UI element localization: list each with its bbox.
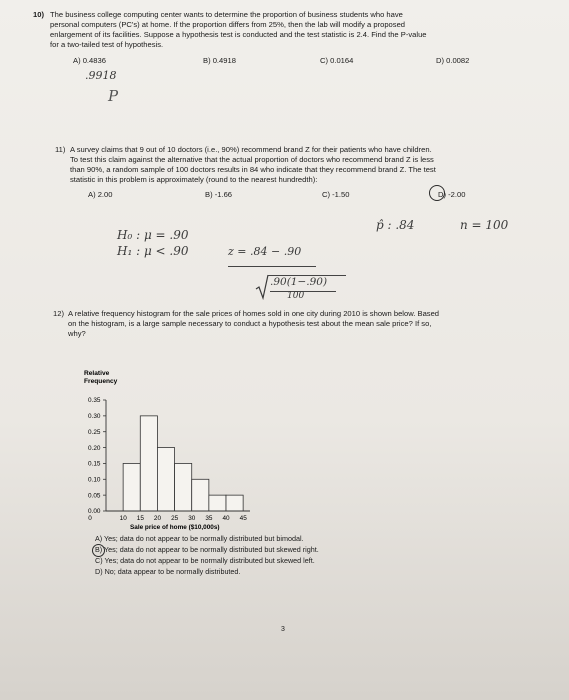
x-tick-label: 35 — [205, 515, 213, 522]
question-10-option-d: D) 0.0082 — [436, 56, 470, 65]
question-12-number: 12) — [53, 309, 64, 318]
histogram-bar — [157, 448, 174, 511]
question-10-text-line-1: The business college computing center wants to determine the proportion of business students who have — [50, 10, 403, 19]
y-tick-label: 0.10 — [88, 476, 101, 484]
question-12-answer-c: C) Yes; data do not appear to be normally distributed but skewed left. — [95, 556, 315, 565]
question-11-option-b: B) -1.66 — [205, 190, 233, 199]
x-tick-label: 25 — [171, 515, 179, 522]
question-11-option-c: C) -1.50 — [322, 190, 350, 199]
x-tick-label: 45 — [239, 515, 247, 522]
x-tick-label: 20 — [153, 515, 162, 522]
y-tick-label: 0.05 — [88, 492, 101, 500]
question-11-text-line-3: than 90%, a random sample of 100 doctors results in 84 who indicate that they recommend brand Z. The test — [70, 165, 436, 174]
page-number: 3 — [281, 626, 285, 633]
question-10-text-line-4: for a two-tailed test of hypothesis. — [50, 40, 164, 49]
x-axis-label: Sale price of home ($10,000s) — [130, 524, 220, 531]
question-10-option-b: B) 0.4918 — [203, 56, 236, 65]
question-10-text-line-2: personal computers (PC's) at home. If the proportion differs from 25%, then the lab will modify a proposed — [50, 20, 406, 29]
y-axis-label-line-2: Frequency — [84, 378, 118, 385]
x-axis-ticks — [88, 515, 247, 522]
x-tick-label: 10 — [119, 515, 127, 522]
histogram-bar — [209, 495, 226, 511]
question-12-text-line-2: on the histogram, is a large sample necessary to conduct a hypothesis test about the mean sale price? If so, — [68, 319, 432, 328]
handwritten-q10-p: P — [108, 87, 119, 105]
question-10-text-line-3: enlargement of its facilities. Suppose a hypothesis test is conducted and the test statistic is 2.4. Find the P-value — [50, 30, 427, 39]
histogram-bar — [175, 463, 192, 511]
question-12-answer-b: B) Yes; data do not appear to be normally distributed but skewed right. — [95, 545, 319, 554]
question-10-option-c: C) 0.0164 — [320, 56, 354, 65]
histogram-bar — [226, 495, 243, 511]
handwritten-sqrt-numerator: .90(1−.90) — [270, 276, 328, 288]
question-10-number: 10) — [33, 10, 44, 19]
question-11-text-line-2: To test this claim against the alternative that the actual proportion of doctors who recommend brand Z is less — [70, 155, 434, 164]
handwritten-z-numerator: z = .84 − .90 — [228, 245, 302, 258]
question-11-option-d: D) -2.00 — [438, 190, 466, 199]
question-11-number: 11) — [55, 145, 66, 154]
question-11-text-line-1: A survey claims that 9 out of 10 doctors (i.e., 90%) recommend brand Z for their patients who have children. — [70, 145, 432, 154]
question-12-text-line-3: why? — [68, 329, 86, 338]
y-tick-label: 0.20 — [88, 444, 101, 452]
x-tick-label: 40 — [222, 515, 230, 522]
y-tick-label: 0.15 — [88, 460, 101, 468]
question-11-option-a: A) 2.00 — [88, 190, 113, 199]
handwritten-sqrt-denominator: 100 — [287, 291, 305, 301]
handwritten-null-hypothesis: H₀ : μ = .90 — [117, 228, 189, 242]
handwritten-phat: p̂ : .84 — [376, 218, 415, 232]
question-12-text-line-1: A relative frequency histogram for the sale prices of homes sold in one city during 2010 is shown below. Based — [68, 309, 440, 318]
question-12-answer-a: A) Yes; data do not appear to be normally distributed but bimodal. — [95, 534, 304, 543]
y-tick-label: 0.35 — [88, 397, 101, 405]
x-tick-label: 30 — [188, 515, 196, 522]
y-tick-label: 0.00 — [88, 508, 101, 516]
x-tick-label: 0 — [88, 515, 92, 522]
question-12-answer-d: D) No; data appear to be normally distributed. — [95, 567, 241, 576]
histogram-bar — [140, 416, 157, 511]
histogram-bars — [123, 416, 243, 511]
y-tick-label: 0.25 — [88, 428, 101, 436]
question-10-option-a: A) 0.4836 — [73, 56, 106, 65]
question-11-text-line-4: statistic in this problem is approximately (round to the nearest hundredth): — [70, 175, 318, 184]
x-tick-label: 15 — [136, 515, 144, 522]
histogram-bar — [192, 479, 209, 511]
y-axis-ticks — [88, 397, 106, 515]
y-axis-label: Relative — [84, 370, 110, 377]
handwritten-q10-value: .9918 — [85, 69, 117, 82]
handwritten-alt-hypothesis: H₁ : μ < .90 — [117, 244, 189, 258]
y-tick-label: 0.30 — [88, 413, 101, 421]
histogram-bar — [123, 463, 140, 511]
circled-answer-b-marker — [92, 544, 105, 557]
handwritten-sample-size: n = 100 — [460, 218, 509, 232]
